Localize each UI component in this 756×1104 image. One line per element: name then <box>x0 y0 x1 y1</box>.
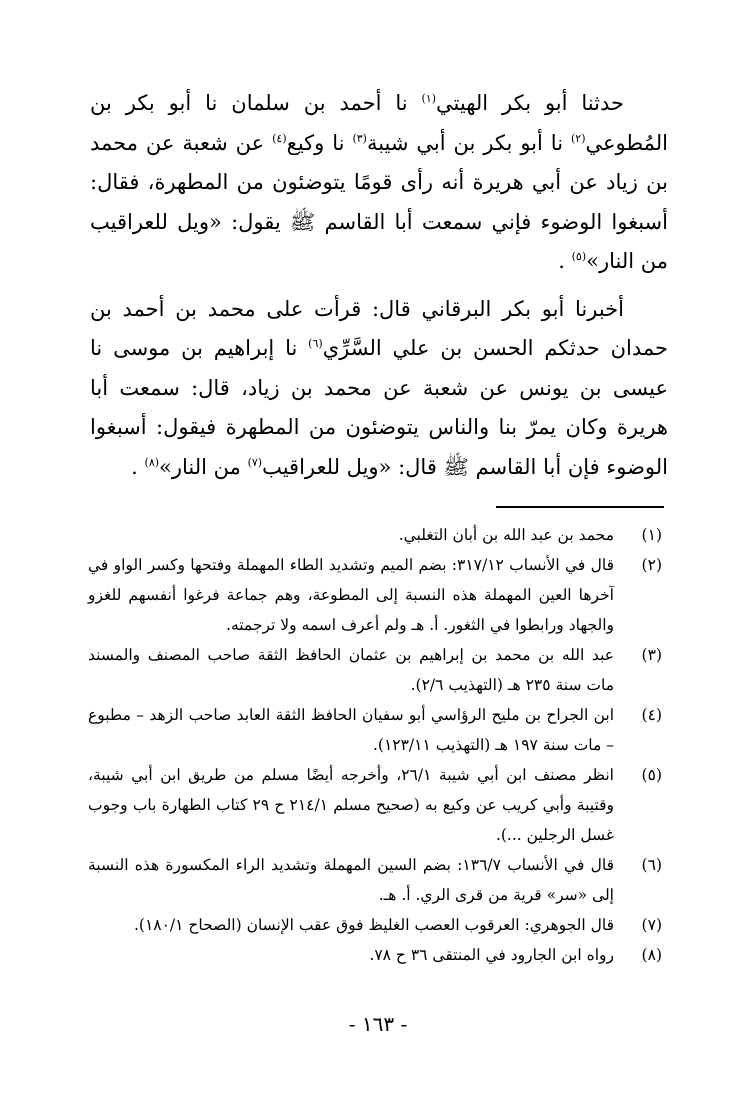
page-number: - ١٦٣ - <box>348 1012 408 1036</box>
footnote-item <box>88 550 664 640</box>
body-paragraph <box>90 290 668 488</box>
footnote-number: (١) <box>641 526 662 544</box>
footnote-text: محمد بن عبد الله بن أبان التغلبي. <box>398 526 614 544</box>
footnote-number: (٨) <box>641 946 662 964</box>
footnote-item <box>88 700 664 760</box>
footnote-number: (٢) <box>641 556 662 574</box>
text-segment: أخبرنا أبو بكر البرقاني قال: قرأت على محمد بن أحمد بن حمدان حدثكم الحسن بن علي السَّرِّي <box>90 296 668 360</box>
footnote-item <box>88 850 664 910</box>
footnote-reference: (١) <box>421 92 437 105</box>
footnote-reference: (٢) <box>571 131 586 145</box>
footnote-item <box>88 640 664 700</box>
text-segment: من النار» <box>159 454 248 479</box>
footnote-number: (٦) <box>641 856 662 874</box>
footnote-reference: (٥) <box>571 250 587 263</box>
text-segment: . <box>131 454 145 479</box>
footnote-item <box>88 520 664 550</box>
footnote-number: (٧) <box>641 916 662 934</box>
footnote-reference: (٨) <box>144 455 160 469</box>
footnote-item <box>88 940 664 970</box>
footnote-text: ابن الجراح بن مليح الرؤاسي أبو سفيان الحافظ الثقة العابد صاحب الزهد – مطبوع – مات سنة ١٩٧ هـ (التهذيب ١٢٣/١١). <box>88 706 614 754</box>
text-segment: نا وكيع <box>286 130 353 155</box>
text-segment: حدثنا أبو بكر الهيتي <box>436 91 624 115</box>
footnote-number: (٥) <box>641 766 662 784</box>
text-segment: نا أحمد بن سلمان نا أبو بكر بن المُطوعي <box>90 91 668 155</box>
text-segment: عن شعبة عن محمد بن زياد عن أبي هريرة أنه رأى قومًا يتوضئون من المطهرة، فقال: أسبغوا الوضوء فإني سمعت أبا القاسم ﷺ يقول: «ويل للعراقيب من النار» <box>90 130 668 273</box>
footnote-item <box>88 760 664 850</box>
footnote-separator <box>496 506 664 508</box>
main-text <box>90 84 668 487</box>
footnotes-list <box>88 520 664 970</box>
text-segment: نا أبو بكر بن أبي شيبة <box>366 130 571 155</box>
footnote-number: (٣) <box>641 646 662 664</box>
footnote-item <box>88 910 664 940</box>
footnote-text: رواه ابن الجارود في المنتقى ٣٦ ح ٧٨. <box>369 946 614 964</box>
footnote-text: عبد الله بن محمد بن إبراهيم بن عثمان الحافظ الثقة صاحب المصنف والمسند مات سنة ٢٣٥ هـ (التهذيب ٢/٦). <box>88 646 614 694</box>
text-segment: نا إبراهيم بن موسى نا عيسى بن يونس عن شعبة عن محمد بن زياد، قال: سمعت أبا هريرة وكان يمرّ بنا والناس يتوضئون من المطهرة فيقول: أسبغوا الوضوء فإن أبا القاسم ﷺ قال: «ويل للعراقيب <box>90 336 668 479</box>
body-paragraph <box>90 84 668 282</box>
footnote-text: انظر مصنف ابن أبي شيبة ٢٦/١، وأخرجه أيضًا مسلم من طريق ابن أبي شيبة، وقتيبة وأبي كريب عن وكيع به (صحيح مسلم ٢١٤/١ ح ٢٩ كتاب الطهارة باب وجوب غسل الرجلين ...). <box>88 766 614 844</box>
footnote-reference: (٦) <box>308 337 323 350</box>
text-segment: . <box>558 249 572 273</box>
footnote-number: (٤) <box>641 706 662 724</box>
footnote-text: قال في الأنساب ٣١٧/١٢: بضم الميم وتشديد الطاء المهملة وفتحها وكسر الواو في آخرها العين المهملة هذه النسبة إلى المطوعة، وهم جماعة فرغوا أنفسهم للغزو والجهاد ورابطوا في الثغور. أ. هـ ولم أعرف اسمه ولا ترجمته. <box>88 556 614 634</box>
footnote-reference: (٧) <box>247 455 263 469</box>
footnote-text: قال الجوهري: العرقوب العصب الغليظ فوق عقب الإنسان (الصحاح ١٨٠/١). <box>133 916 614 934</box>
footnote-reference: (٣) <box>352 131 367 145</box>
footnote-text: قال في الأنساب ١٣٦/٧: بضم السين المهملة وتشديد الراء المكسورة هذه النسبة إلى «سر» قرية من قرى الري. أ. هـ. <box>88 856 614 904</box>
footnote-reference: (٤) <box>272 131 287 145</box>
